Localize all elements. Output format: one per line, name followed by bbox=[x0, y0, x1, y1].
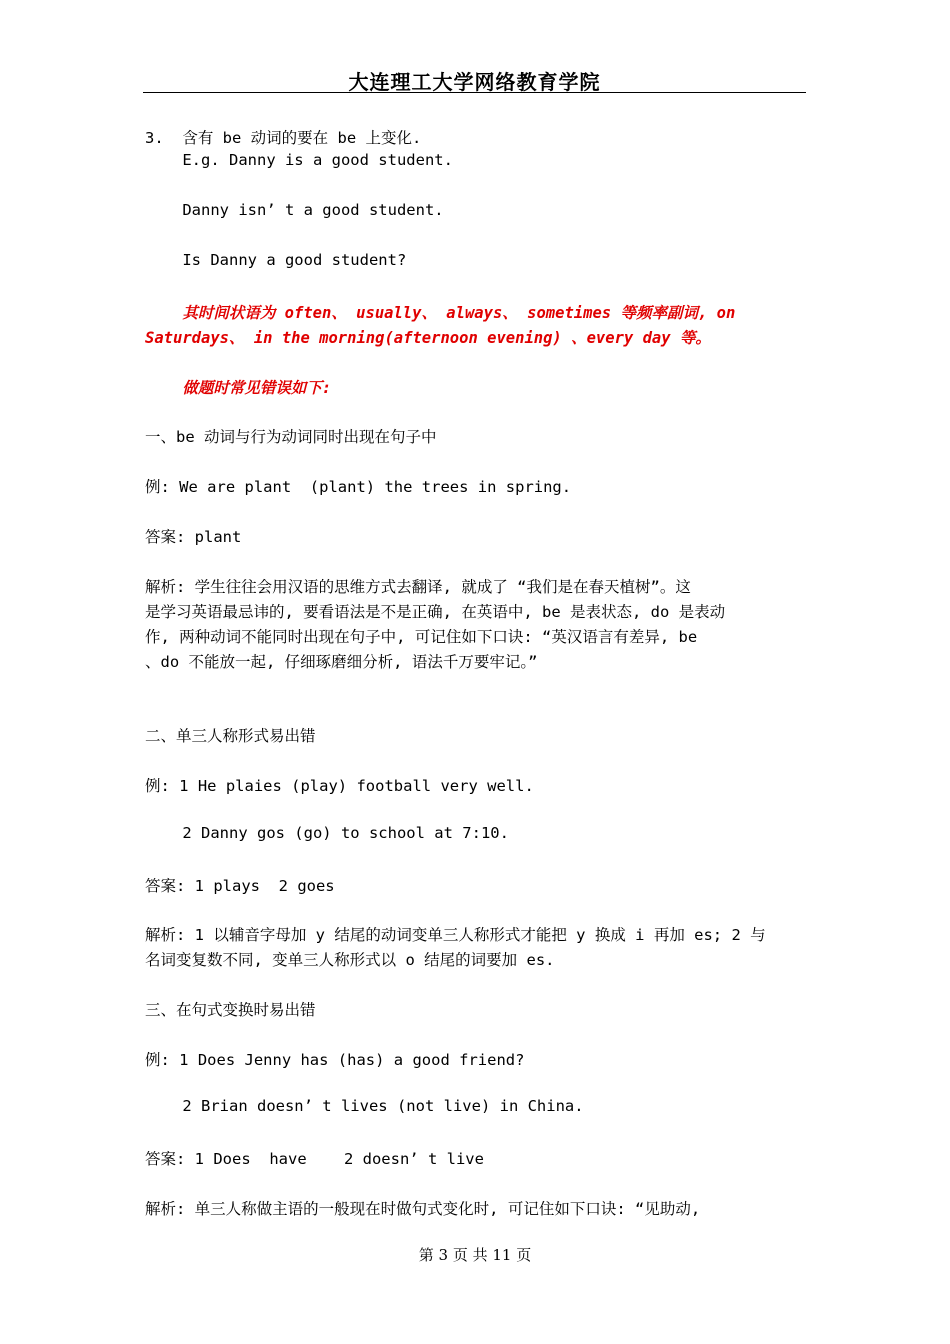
text-line: 答案: 1 Does have 2 doesn’ t live bbox=[145, 1150, 484, 1168]
highlighted-text-line: 其时间状语为 often、 usually、 always、 sometimes 等频率副词, on bbox=[145, 304, 736, 322]
text-line: 例: 1 Does Jenny has (has) a good friend? bbox=[145, 1051, 525, 1069]
text-line: 名词变复数不同, 变单三人称形式以 o 结尾的词要加 es. bbox=[145, 951, 555, 969]
text-line: 、do 不能放一起, 仔细琢磨细分析, 语法千万要牢记。” bbox=[145, 653, 538, 671]
text-line: 例: 1 He plaies (play) football very well. bbox=[145, 777, 534, 795]
highlighted-text-line: Saturdays、 in the morning(afternoon evening) 、every day 等。 bbox=[145, 329, 711, 347]
section-heading: 一、be 动词与行为动词同时出现在句子中 bbox=[145, 428, 437, 446]
text-line: 答案: 1 plays 2 goes bbox=[145, 877, 335, 895]
text-line: 解析: 学生往往会用汉语的思维方式去翻译, 就成了 “我们是在春天植树”。这 bbox=[145, 578, 691, 596]
text-line: 例: We are plant (plant) the trees in spring. bbox=[145, 478, 572, 496]
section-heading: 三、在句式变换时易出错 bbox=[145, 1001, 316, 1019]
header-rule bbox=[143, 92, 806, 93]
text-line: 解析: 1 以辅音字母加 y 结尾的动词变单三人称形式才能把 y 换成 i 再加 es; 2 与 bbox=[145, 926, 766, 944]
text-line: 3. 含有 be 动词的要在 be 上变化. bbox=[145, 129, 422, 147]
text-line: 2 Brian doesn’ t lives (not live) in China. bbox=[145, 1097, 584, 1115]
header-title: 大连理工大学网络教育学院 bbox=[348, 70, 601, 94]
page-footer: 第 3 页 共 11 页 bbox=[418, 1246, 532, 1264]
text-line: Is Danny a good student? bbox=[145, 251, 407, 269]
text-line: 是学习英语最忌讳的, 要看语法是不是正确, 在英语中, be 是表状态, do 是表动 bbox=[145, 603, 726, 621]
text-line: E.g. Danny is a good student. bbox=[145, 151, 453, 169]
text-line: 答案: plant bbox=[145, 528, 242, 546]
text-line: 作, 两种动词不能同时出现在句子中, 可记住如下口诀: “英汉语言有差异, be bbox=[145, 628, 698, 646]
text-line: Danny isn’ t a good student. bbox=[145, 201, 444, 219]
text-line: 解析: 单三人称做主语的一般现在时做句式变化时, 可记住如下口诀: “见助动, bbox=[145, 1200, 701, 1218]
text-line: 2 Danny gos (go) to school at 7:10. bbox=[145, 824, 509, 842]
section-heading: 二、单三人称形式易出错 bbox=[145, 727, 316, 745]
highlighted-text-line: 做题时常见错误如下: bbox=[145, 379, 332, 397]
